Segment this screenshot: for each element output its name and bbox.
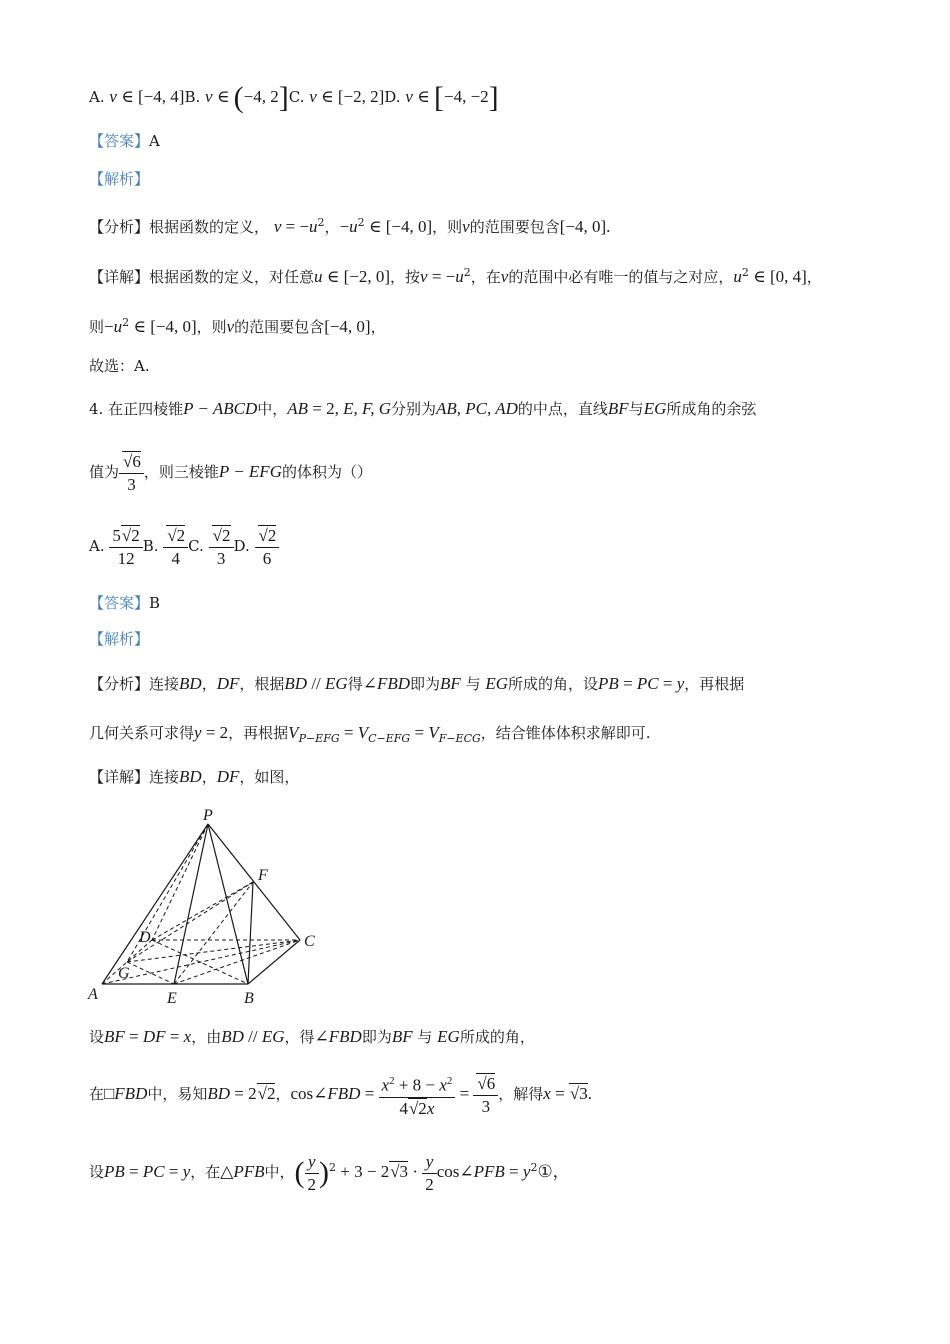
solution-text: 设 xyxy=(89,1028,105,1046)
edge-BC xyxy=(248,940,300,984)
xiangjie-text: 则 xyxy=(89,318,105,336)
xiangjie-text: 根据函数的定义，对任意 xyxy=(149,268,315,286)
fenxi-text: ，再根据 xyxy=(684,675,745,693)
stem-text: 值为 xyxy=(89,463,120,481)
segment-DF xyxy=(152,882,253,940)
xiangjie-text: ，则 xyxy=(196,318,227,336)
solution-text: ，解得 xyxy=(498,1085,544,1103)
q3-option-a: A. xyxy=(89,88,105,106)
q4-fenxi: 【分析】连接BD，DF，根据BD // EG得∠FBD即为BF 与 EG所成的角，设PB = PC = y，再根据 xyxy=(89,674,745,693)
q3-xiangjie: 【详解】根据函数的定义，对任意u ∈ [−2, 0]，按$v = -u^2$，在v的范围中必有唯一的值与之对应，$u^2$ ∈ [0, 4]， xyxy=(89,266,822,286)
stem-text: 分别为 xyxy=(391,400,437,418)
segment-EC xyxy=(174,940,300,984)
answer-tag: 【答案】 xyxy=(89,594,150,612)
xiangjie-text: ，在 xyxy=(470,268,501,286)
solution-text: ，在 xyxy=(190,1163,221,1181)
q4-answer xyxy=(89,592,160,614)
label-C: C xyxy=(304,933,315,950)
label-E: E xyxy=(167,990,177,1007)
segment-GF xyxy=(127,882,253,962)
stem-text: 与 xyxy=(628,400,644,418)
stem-text: 在正四棱锥 xyxy=(108,400,184,418)
xiangjie-text: ，按 xyxy=(390,268,421,286)
q4-option-c: C. xyxy=(188,537,204,555)
solution-text: 所成的角， xyxy=(459,1028,535,1046)
solution-text: 设 xyxy=(89,1163,105,1181)
answer-tag: 【答案】 xyxy=(89,132,150,150)
stem-text: ，则三棱锥 xyxy=(143,463,219,481)
q3-xiangjie-line2: 则$-u^2$ ∈ [−4, 0]，则v的范围要包含[−4, 0]， xyxy=(89,316,386,336)
q4-option-b: B. xyxy=(142,537,159,555)
diagonal-AC xyxy=(102,940,300,984)
fenxi-text: ，结合锥体体积求解即可. xyxy=(480,724,651,742)
q4-analysis xyxy=(89,628,149,650)
solution-text: 中， xyxy=(264,1163,295,1181)
xiangjie-text: ，如图， xyxy=(239,768,300,786)
q3-option-b: B. xyxy=(184,88,201,106)
solution-text: ，由 xyxy=(191,1028,222,1046)
q4-xiangjie: 【详解】连接BD，DF，如图， xyxy=(89,767,300,786)
q4-stem: 4. 在正四棱锥P − ABCD中，AB = 2, E, F, G分别为AB, PC, AD的中点，直线BF与EG所成角的余弦 xyxy=(89,399,757,418)
q4-option-d: D. xyxy=(233,537,250,555)
segment-GC xyxy=(127,940,300,962)
fenxi-text: 几何关系可求得 xyxy=(89,724,195,742)
edge-PD xyxy=(152,824,208,940)
solution-text: 在 xyxy=(89,1085,105,1103)
xiangjie-tag: 【详解】 xyxy=(89,268,150,286)
solution-text: 中，易知 xyxy=(147,1085,208,1103)
xiangjie-text: 连接 xyxy=(149,768,180,786)
label-F: F xyxy=(258,867,268,884)
segment-EF xyxy=(174,882,253,984)
fenxi-text: ，则 xyxy=(432,218,463,236)
fenxi-text: 连接 xyxy=(149,675,180,693)
label-D: D xyxy=(139,929,151,946)
fenxi-text: 所成的角，设 xyxy=(508,675,599,693)
solution-text: ，得 xyxy=(284,1028,315,1046)
fenxi-tag: 【分析】 xyxy=(89,675,150,693)
label-P: P xyxy=(203,807,213,824)
q4-stem-line2: 值为 $\frac{√6}{3}$ ，则三棱锥P − EFG的体积为（） xyxy=(89,451,372,494)
q4-options: A. $\frac{5√2}{12}$ B. $\frac{√2}{4}$ C. $\frac{√2}{3}$ D. $\frac{√2}{6}$ xyxy=(89,522,279,570)
q4-step3: 设PB = PC = y，在△PFB中，( $\frac{y}{2}$ )$^2$ + 3 − 2√3 · $\frac{y}{2}$ cos∠PFB = $y^2①$， xyxy=(89,1151,570,1194)
q4-option-a: A. xyxy=(89,537,105,555)
solution-text: 即为 xyxy=(361,1028,392,1046)
xiangjie-text: 的范围要包含 xyxy=(234,318,325,336)
xiangjie-text: 的范围中必有唯一的值与之对应， xyxy=(508,268,734,286)
analysis-tag: 【解析】 xyxy=(89,170,150,188)
question-number: 4. xyxy=(89,400,104,418)
fenxi-text: 根据函数的定义， xyxy=(149,218,270,236)
q4-step1: 设BF = DF = x，由BD // EG，得∠FBD即为BF 与 EG所成的角， xyxy=(89,1027,535,1046)
fenxi-tag: 【分析】 xyxy=(89,218,150,236)
fenxi-text: 的范围要包含 xyxy=(469,218,560,236)
segment-BF xyxy=(248,882,253,984)
label-A: A xyxy=(88,986,98,1003)
stem-text: 所成角的余弦 xyxy=(666,400,757,418)
q3-option-c: C. xyxy=(288,88,305,106)
stem-text: 的体积为（） xyxy=(281,463,372,481)
q3-answer xyxy=(89,130,160,152)
q4-step2: 在□FBD中，易知BD = 2√2，cos∠FBD = $\frac{x^2 + 8 - x^2}{4√2x}$ = $\frac{√6}{3}$ ，解得x = √3. xyxy=(89,1070,592,1120)
fenxi-text: 得 xyxy=(347,675,363,693)
stem-text: 的中点，直线 xyxy=(517,400,608,418)
segment-PE xyxy=(174,824,208,984)
q3-options: A. v ∈ [−4, 4]B. v ∈ (−4, 2]C. v ∈ [−2, 2]D. v ∈ [−4, −2] xyxy=(89,81,499,114)
answer-value: A xyxy=(149,132,160,150)
fenxi-text: ，再根据 xyxy=(228,724,289,742)
label-B: B xyxy=(244,990,254,1007)
q3-option-d: D. xyxy=(384,88,401,106)
q3-analysis xyxy=(89,168,149,190)
label-G: G xyxy=(118,965,130,982)
q4-fenxi-line2: 几何关系可求得y = 2，再根据$V_{P-EFG} = V_{C-EFG} = V_{F-ECG}$，结合锥体体积求解即可. xyxy=(89,723,651,745)
fenxi-text: ，根据 xyxy=(239,675,285,693)
fenxi-text: 即为 xyxy=(410,675,441,693)
pyramid-figure xyxy=(82,802,327,1007)
analysis-tag: 【解析】 xyxy=(89,630,150,648)
answer-value: B xyxy=(149,594,161,612)
stem-text: 中， xyxy=(257,400,288,418)
xiangjie-tag: 【详解】 xyxy=(89,768,150,786)
q3-conclusion: 故选：A. xyxy=(89,357,150,375)
q3-fenxi: 【分析】根据函数的定义， $v = -u^2$，$-u^2$ ∈ [−4, 0]，则v的范围要包含[−4, 0]. xyxy=(89,216,611,236)
